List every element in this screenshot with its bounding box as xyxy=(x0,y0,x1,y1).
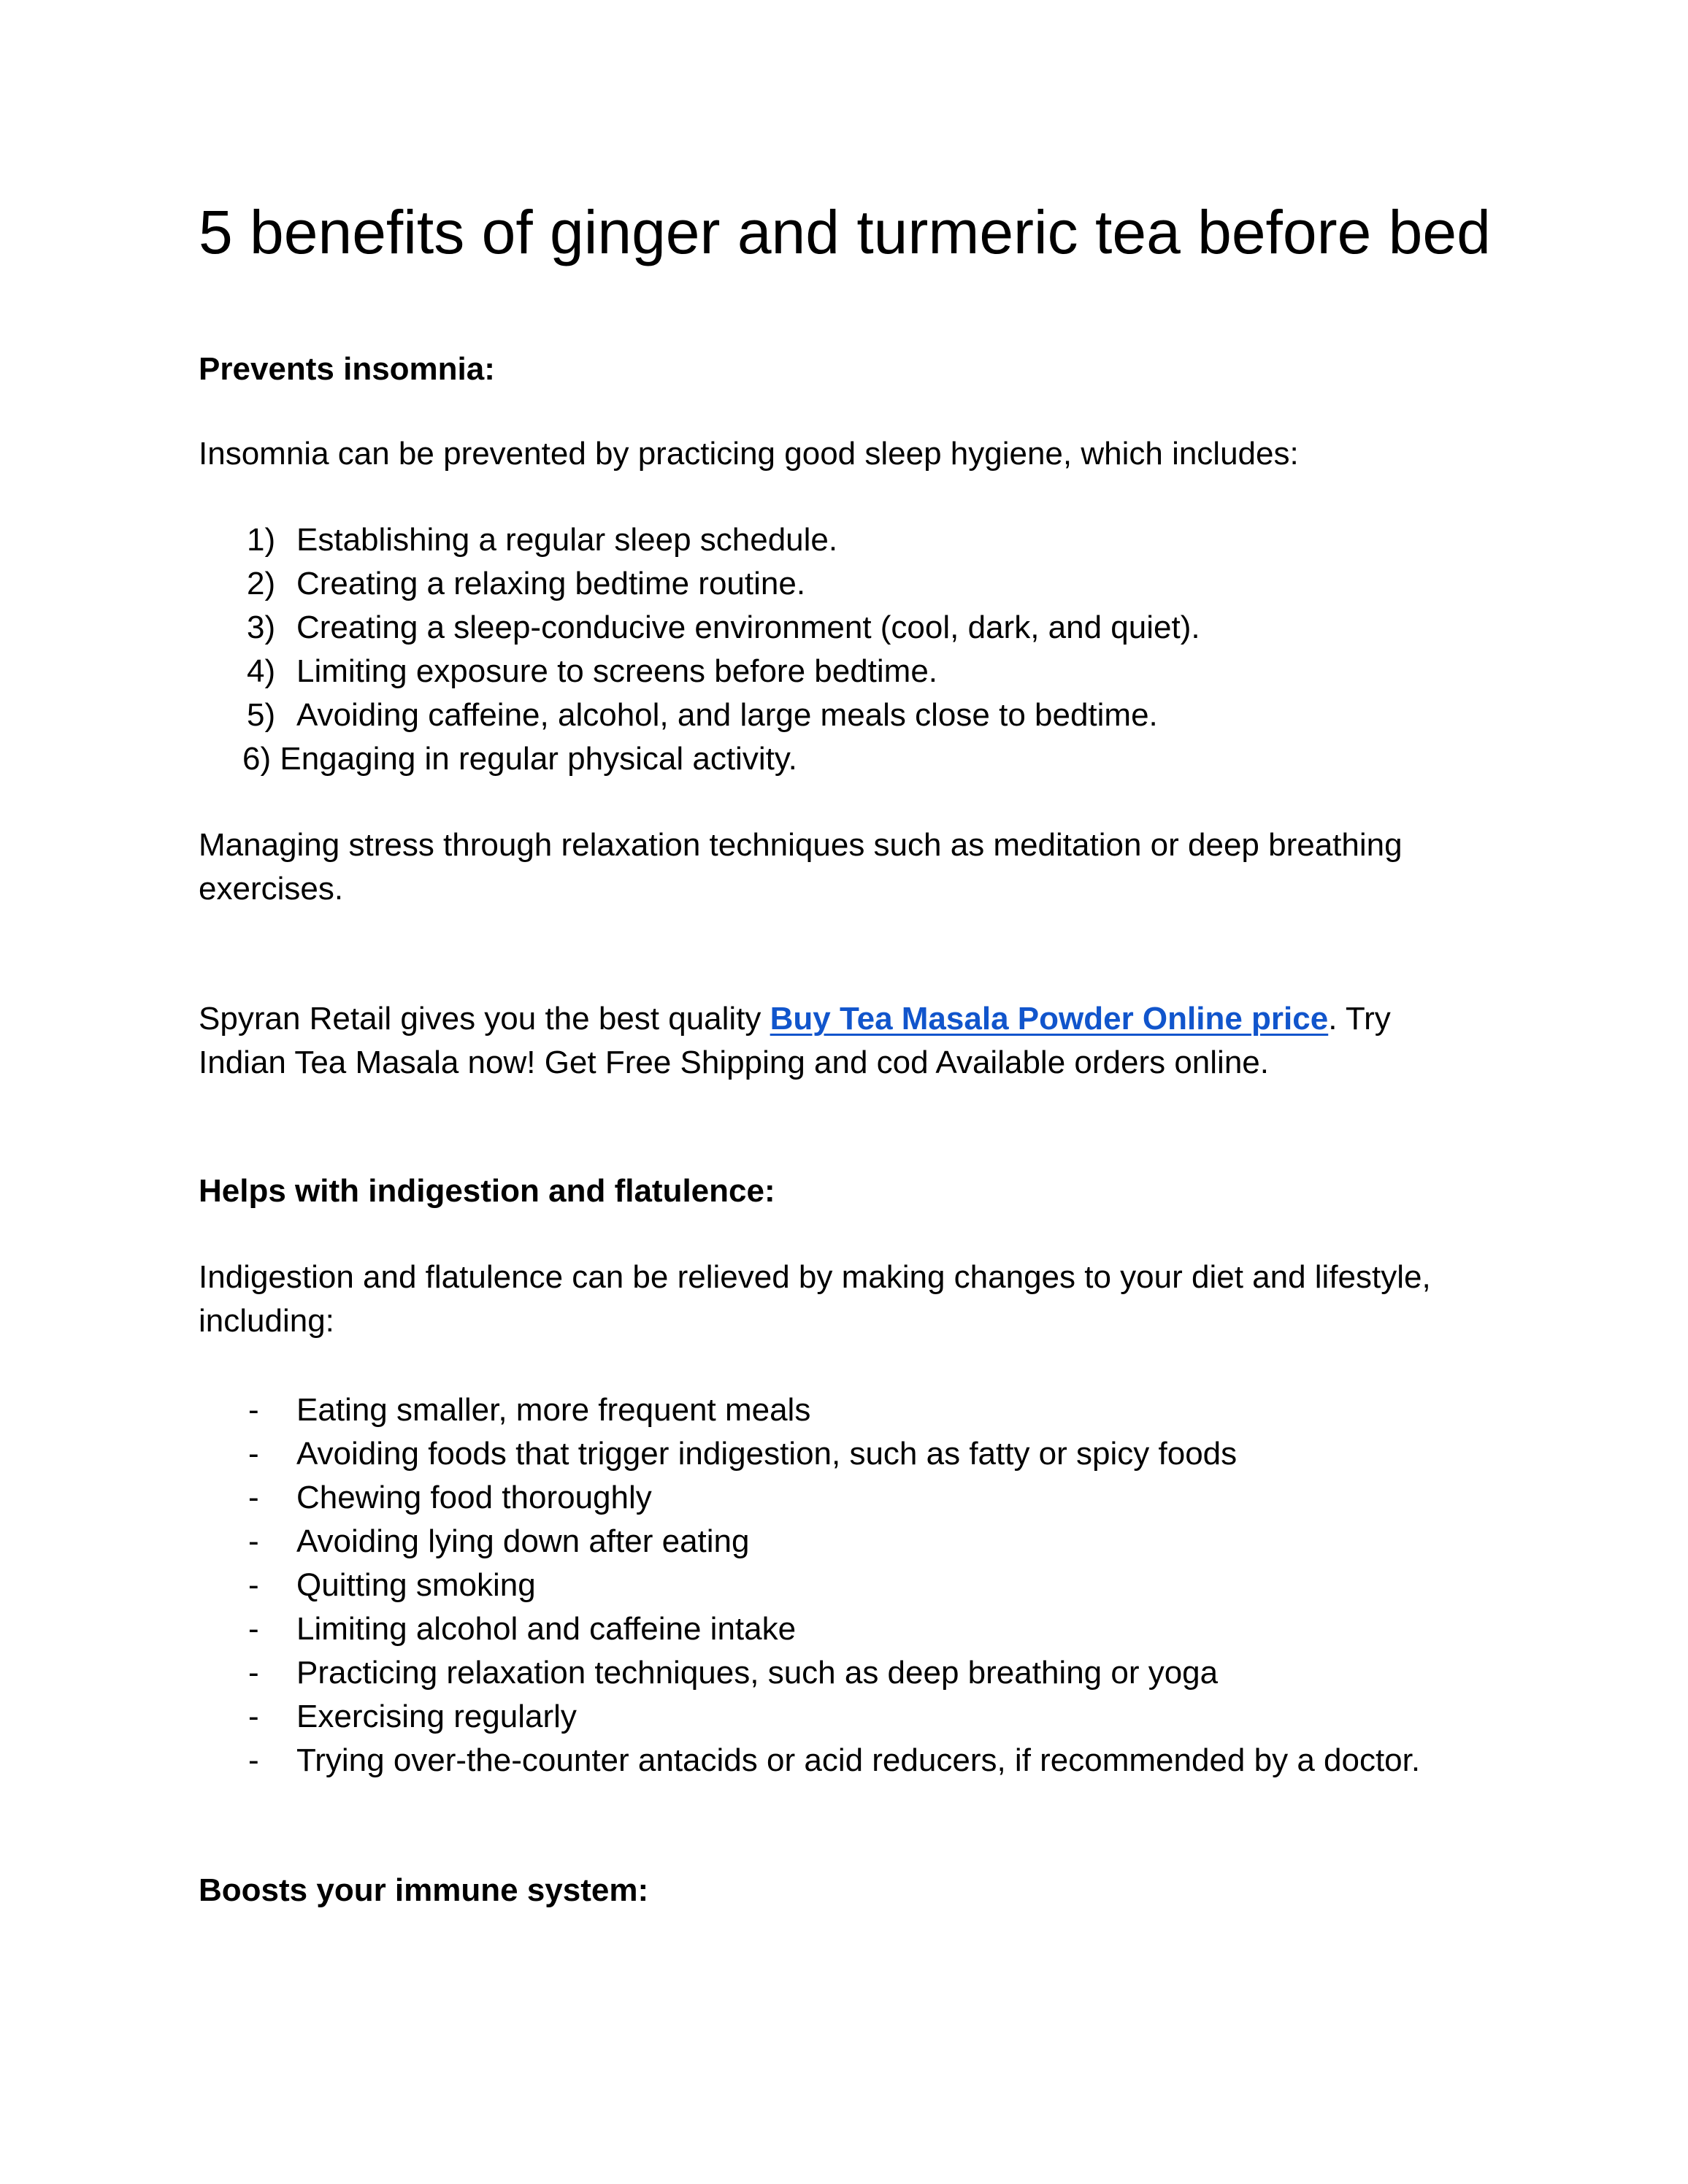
dash-bullet: - xyxy=(248,1436,259,1472)
section-heading-indigestion: Helps with indigestion and flatulence: xyxy=(199,1173,775,1209)
dash-bullet: - xyxy=(248,1567,259,1603)
list-item-text: Limiting exposure to screens before bedtime. xyxy=(296,653,938,689)
list-item-text: Practicing relaxation techniques, such as deep breathing or yoga xyxy=(296,1655,1219,1691)
stress-line: Managing stress through relaxation techniques such as meditation or deep breathing xyxy=(199,827,1403,863)
dash-bullet: - xyxy=(248,1699,259,1734)
promo-line-1 xyxy=(199,997,1391,1041)
stress-line: exercises. xyxy=(199,871,344,907)
dash-bullet: - xyxy=(248,1655,259,1691)
promo-text-before-link: Spyran Retail gives you the best quality xyxy=(199,1001,770,1037)
list-item-text: Avoiding lying down after eating xyxy=(296,1523,750,1559)
list-item-text: Creating a relaxing bedtime routine. xyxy=(296,566,806,601)
list-item-text: Chewing food thoroughly xyxy=(296,1480,652,1515)
stress-paragraph xyxy=(199,823,1403,911)
list-item-text: Avoiding foods that trigger indigestion, such as fatty or spicy foods xyxy=(296,1436,1238,1472)
list-item-marker: 4) xyxy=(247,653,276,689)
indigestion-intro xyxy=(199,1256,1431,1343)
promo-line-2: Indian Tea Masala now! Get Free Shipping and cod Available orders online. xyxy=(199,1045,1269,1080)
indigestion-intro-line: including: xyxy=(199,1303,334,1339)
dash-bullet: - xyxy=(248,1742,259,1778)
list-item-marker: 2) xyxy=(247,566,276,601)
insomnia-extra-item: 6) Engaging in regular physical activity. xyxy=(242,741,797,777)
dash-bullet: - xyxy=(248,1480,259,1515)
list-item-text: Limiting alcohol and caffeine intake xyxy=(296,1611,797,1647)
list-item-text: Exercising regularly xyxy=(296,1699,577,1734)
document-title: 5 benefits of ginger and turmeric tea before bed xyxy=(199,198,1491,266)
dash-bullet: - xyxy=(248,1523,259,1559)
section-heading-immune: Boosts your immune system: xyxy=(199,1872,649,1908)
promo-paragraph xyxy=(199,997,1391,1085)
list-item-marker: 3) xyxy=(247,610,276,645)
indigestion-intro-line: Indigestion and flatulence can be relieved by making changes to your diet and lifestyle, xyxy=(199,1259,1431,1295)
section-heading-insomnia: Prevents insomnia: xyxy=(199,351,495,387)
list-item-marker: 1) xyxy=(247,522,276,558)
list-item-text: Establishing a regular sleep schedule. xyxy=(296,522,838,558)
list-item-text: Quitting smoking xyxy=(296,1567,536,1603)
list-item-marker: 5) xyxy=(247,697,276,733)
dash-bullet: - xyxy=(248,1611,259,1647)
list-item-text: Trying over-the-counter antacids or acid reducers, if recommended by a doctor. xyxy=(296,1742,1421,1778)
buy-tea-masala-link[interactable]: Buy Tea Masala Powder Online price xyxy=(770,1001,1329,1037)
insomnia-intro: Insomnia can be prevented by practicing good sleep hygiene, which includes: xyxy=(199,436,1299,472)
dash-bullet: - xyxy=(248,1392,259,1428)
promo-text-after-link: . Try xyxy=(1328,1001,1391,1037)
list-item-text: Avoiding caffeine, alcohol, and large meals close to bedtime. xyxy=(296,697,1158,733)
list-item-text: Creating a sleep-conducive environment (cool, dark, and quiet). xyxy=(296,610,1200,645)
list-item-text: Eating smaller, more frequent meals xyxy=(296,1392,811,1428)
